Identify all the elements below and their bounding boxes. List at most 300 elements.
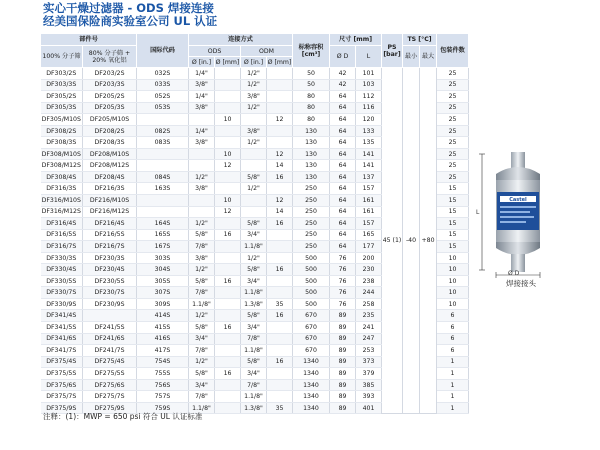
cell-ods-in: 3/8" bbox=[189, 102, 215, 114]
cell-part-80: DF241/5S bbox=[83, 322, 137, 334]
cell-part-100: DF305/2S bbox=[41, 91, 83, 103]
cell-intl-code bbox=[137, 114, 189, 126]
cell-dim-d: 89 bbox=[330, 391, 356, 403]
cell-dim-d: 64 bbox=[330, 171, 356, 183]
cell-intl-code: 304S bbox=[137, 264, 189, 276]
cell-pack-qty: 15 bbox=[437, 229, 469, 241]
cell-part-80: DF230/5S bbox=[83, 275, 137, 287]
cell-intl-code bbox=[137, 160, 189, 172]
cell-intl-code: 164S bbox=[137, 218, 189, 230]
cell-dim-d: 76 bbox=[330, 298, 356, 310]
cell-intl-code: 303S bbox=[137, 252, 189, 264]
cell-dim-d: 64 bbox=[330, 148, 356, 160]
cell-ods-mm: 12 bbox=[215, 206, 241, 218]
cell-pack-qty: 10 bbox=[437, 264, 469, 276]
cell-odm-in: 3/8" bbox=[241, 125, 267, 137]
cell-volume: 1340 bbox=[293, 402, 330, 414]
cell-ods-in: 3/8" bbox=[189, 252, 215, 264]
cell-pack-qty: 25 bbox=[437, 102, 469, 114]
cell-part-100: DF308/4S bbox=[41, 171, 83, 183]
cell-intl-code: 309S bbox=[137, 298, 189, 310]
cell-odm-mm bbox=[267, 91, 293, 103]
cell-pack-qty: 10 bbox=[437, 287, 469, 299]
cell-ods-mm bbox=[215, 137, 241, 149]
cell-ods-mm bbox=[215, 264, 241, 276]
cell-dim-l: 238 bbox=[356, 275, 382, 287]
cell-part-100: DF308/M10S bbox=[41, 148, 83, 160]
cell-part-100: DF341/5S bbox=[41, 322, 83, 334]
cell-ods-in: 7/8" bbox=[189, 241, 215, 253]
cell-ods-mm bbox=[215, 125, 241, 137]
cell-ods-in: 5/8" bbox=[189, 229, 215, 241]
cell-part-100: DF341/7S bbox=[41, 345, 83, 357]
cell-odm-in: 1/2" bbox=[241, 183, 267, 195]
cell-pack-qty: 15 bbox=[437, 206, 469, 218]
cell-dim-l: 258 bbox=[356, 298, 382, 310]
cell-volume: 1340 bbox=[293, 379, 330, 391]
cell-volume: 250 bbox=[293, 241, 330, 253]
cell-part-100: DF308/M12S bbox=[41, 160, 83, 172]
header-part-number: 部件号 bbox=[41, 34, 137, 46]
cell-pack-qty: 10 bbox=[437, 275, 469, 287]
cell-dim-l: 385 bbox=[356, 379, 382, 391]
cell-dim-d: 64 bbox=[330, 102, 356, 114]
cell-intl-code: 084S bbox=[137, 171, 189, 183]
cell-odm-mm: 16 bbox=[267, 218, 293, 230]
cell-volume: 250 bbox=[293, 218, 330, 230]
header-l: L bbox=[356, 46, 382, 68]
cell-dim-d: 64 bbox=[330, 218, 356, 230]
cell-ods-mm bbox=[215, 252, 241, 264]
cell-dim-l: 244 bbox=[356, 287, 382, 299]
cell-part-80: DF230/4S bbox=[83, 264, 137, 276]
cell-odm-mm: 16 bbox=[267, 264, 293, 276]
cell-part-100: DF375/5S bbox=[41, 368, 83, 380]
cell-volume: 50 bbox=[293, 79, 330, 91]
table-row bbox=[41, 68, 469, 80]
cell-odm-in: 5/8" bbox=[241, 310, 267, 322]
cell-intl-code: 759S bbox=[137, 402, 189, 414]
cell-odm-mm: 35 bbox=[267, 298, 293, 310]
cell-ods-mm bbox=[215, 356, 241, 368]
cell-dim-l: 165 bbox=[356, 229, 382, 241]
cell-dim-l: 135 bbox=[356, 137, 382, 149]
cell-part-100: DF341/6S bbox=[41, 333, 83, 345]
cell-volume: 670 bbox=[293, 333, 330, 345]
cell-part-80: DF216/5S bbox=[83, 229, 137, 241]
header-nominal-volume: 标称容积 [cm³] bbox=[293, 34, 330, 68]
cell-volume: 250 bbox=[293, 195, 330, 207]
cell-odm-mm bbox=[267, 137, 293, 149]
title-block bbox=[43, 2, 563, 28]
cell-intl-code: 052S bbox=[137, 91, 189, 103]
cell-dim-d: 89 bbox=[330, 402, 356, 414]
cell-dim-l: 393 bbox=[356, 391, 382, 403]
header-ts-max: 最大 bbox=[420, 46, 437, 68]
dimension-l-label: L bbox=[476, 209, 480, 216]
cell-pack-qty: 15 bbox=[437, 195, 469, 207]
cell-volume: 500 bbox=[293, 264, 330, 276]
cell-dim-l: 101 bbox=[356, 68, 382, 80]
cell-intl-code: 053S bbox=[137, 102, 189, 114]
cell-part-80: DF205/M10S bbox=[83, 114, 137, 126]
cell-ods-in bbox=[189, 114, 215, 126]
cell-intl-code: 033S bbox=[137, 79, 189, 91]
cell-ods-in: 1/2" bbox=[189, 218, 215, 230]
filter-drier-illustration bbox=[470, 150, 570, 280]
cell-odm-in: 1/2" bbox=[241, 79, 267, 91]
cell-part-80: DF241/7S bbox=[83, 345, 137, 357]
cell-intl-code: 417S bbox=[137, 345, 189, 357]
cell-part-80: DF216/3S bbox=[83, 183, 137, 195]
cell-part-80: DF230/3S bbox=[83, 252, 137, 264]
cell-part-100: DF316/3S bbox=[41, 183, 83, 195]
cell-odm-mm bbox=[267, 287, 293, 299]
cell-odm-in: 1.1/8" bbox=[241, 287, 267, 299]
cell-ods-mm bbox=[215, 402, 241, 414]
cell-dim-l: 373 bbox=[356, 356, 382, 368]
cell-volume: 500 bbox=[293, 287, 330, 299]
cell-odm-in: 5/8" bbox=[241, 356, 267, 368]
cell-volume: 500 bbox=[293, 275, 330, 287]
cell-part-80: DF275/7S bbox=[83, 391, 137, 403]
cell-part-80: DF216/M10S bbox=[83, 195, 137, 207]
cell-odm-in: 1.3/8" bbox=[241, 402, 267, 414]
cell-dim-l: 137 bbox=[356, 171, 382, 183]
cell-ods-in: 5/8" bbox=[189, 275, 215, 287]
cell-odm-in: 1.1/8" bbox=[241, 241, 267, 253]
cell-ods-in bbox=[189, 206, 215, 218]
cell-volume: 500 bbox=[293, 252, 330, 264]
cell-ods-mm: 10 bbox=[215, 114, 241, 126]
cell-ods-in: 3/8" bbox=[189, 79, 215, 91]
cell-odm-mm bbox=[267, 241, 293, 253]
cell-intl-code bbox=[137, 195, 189, 207]
cell-pack-qty: 25 bbox=[437, 114, 469, 126]
cell-pack-qty: 25 bbox=[437, 148, 469, 160]
product-caption: 焊接接头 bbox=[506, 279, 536, 288]
cell-volume: 1340 bbox=[293, 356, 330, 368]
cell-odm-in: 3/4" bbox=[241, 275, 267, 287]
cell-part-100: DF316/4S bbox=[41, 218, 83, 230]
cell-ods-in: 7/8" bbox=[189, 287, 215, 299]
header-ods-mm: Ø [mm] bbox=[215, 58, 240, 66]
cell-intl-code: 415S bbox=[137, 322, 189, 334]
cell-dim-d: 89 bbox=[330, 368, 356, 380]
cell-part-80: DF230/7S bbox=[83, 287, 137, 299]
cell-part-100: DF330/4S bbox=[41, 264, 83, 276]
cell-pack-qty: 1 bbox=[437, 379, 469, 391]
cell-odm-mm bbox=[267, 379, 293, 391]
cell-part-100: DF303/2S bbox=[41, 68, 83, 80]
cell-part-100: DF330/3S bbox=[41, 252, 83, 264]
cell-ods-mm: 16 bbox=[215, 322, 241, 334]
cell-part-80: DF275/5S bbox=[83, 368, 137, 380]
cell-part-80: DF275/4S bbox=[83, 356, 137, 368]
cell-pack-qty: 10 bbox=[437, 252, 469, 264]
cell-pack-qty: 25 bbox=[437, 68, 469, 80]
cell-ods-in: 3/8" bbox=[189, 137, 215, 149]
header-pack-qty: 包装件数 bbox=[437, 34, 469, 68]
cell-dim-l: 230 bbox=[356, 264, 382, 276]
cell-ods-in: 1/4" bbox=[189, 68, 215, 80]
cell-pack-qty: 1 bbox=[437, 391, 469, 403]
header-intl-code: 国际代码 bbox=[137, 34, 189, 68]
cell-part-100: DF303/3S bbox=[41, 79, 83, 91]
cell-part-80: DF216/4S bbox=[83, 218, 137, 230]
cell-ods-in: 1.1/8" bbox=[189, 402, 215, 414]
cell-volume: 670 bbox=[293, 322, 330, 334]
cell-intl-code: 757S bbox=[137, 391, 189, 403]
cell-ods-mm: 16 bbox=[215, 275, 241, 287]
cell-intl-code bbox=[137, 206, 189, 218]
cell-part-80: DF216/M12S bbox=[83, 206, 137, 218]
cell-volume: 250 bbox=[293, 229, 330, 241]
cell-intl-code: 305S bbox=[137, 275, 189, 287]
cell-part-100: DF308/2S bbox=[41, 125, 83, 137]
cell-dim-l: 401 bbox=[356, 402, 382, 414]
cell-part-80: DF208/M10S bbox=[83, 148, 137, 160]
cell-intl-code: 755S bbox=[137, 368, 189, 380]
cell-ts-max: +80 bbox=[420, 68, 437, 414]
dimension-d-label: Ø D bbox=[508, 270, 520, 277]
cell-dim-l: 241 bbox=[356, 322, 382, 334]
cell-intl-code: 416S bbox=[137, 333, 189, 345]
header-ods: ODS bbox=[189, 46, 241, 57]
cell-part-80: DF241/6S bbox=[83, 333, 137, 345]
cell-pack-qty: 15 bbox=[437, 218, 469, 230]
cell-ts-min: -40 bbox=[403, 68, 420, 414]
cell-dim-d: 89 bbox=[330, 345, 356, 357]
cell-part-100: DF305/3S bbox=[41, 102, 83, 114]
cell-dim-d: 89 bbox=[330, 333, 356, 345]
cell-intl-code: 414S bbox=[137, 310, 189, 322]
cell-volume: 670 bbox=[293, 310, 330, 322]
cell-ods-in: 1/2" bbox=[189, 264, 215, 276]
cell-dim-d: 64 bbox=[330, 229, 356, 241]
cell-odm-mm: 16 bbox=[267, 310, 293, 322]
cell-odm-in: 3/4" bbox=[241, 368, 267, 380]
header-ps: PS [bar] bbox=[382, 34, 403, 68]
cell-dim-d: 76 bbox=[330, 264, 356, 276]
cell-pack-qty: 10 bbox=[437, 298, 469, 310]
cell-volume: 130 bbox=[293, 137, 330, 149]
cell-dim-d: 42 bbox=[330, 79, 356, 91]
cell-volume: 500 bbox=[293, 298, 330, 310]
cell-ps: 45 (1) bbox=[382, 68, 403, 414]
cell-volume: 250 bbox=[293, 206, 330, 218]
cell-ods-mm bbox=[215, 91, 241, 103]
cell-odm-in: 5/8" bbox=[241, 171, 267, 183]
cell-ods-mm bbox=[215, 391, 241, 403]
cell-odm-mm bbox=[267, 368, 293, 380]
cell-odm-in bbox=[241, 206, 267, 218]
cell-odm-mm bbox=[267, 345, 293, 357]
cell-dim-l: 133 bbox=[356, 125, 382, 137]
header-ods-in: Ø [in.] bbox=[189, 57, 215, 68]
cell-volume: 130 bbox=[293, 160, 330, 172]
cell-volume: 80 bbox=[293, 102, 330, 114]
cell-part-80: DF275/9S bbox=[83, 402, 137, 414]
cell-dim-d: 64 bbox=[330, 91, 356, 103]
cell-odm-in bbox=[241, 160, 267, 172]
cell-part-100: DF375/9S bbox=[41, 402, 83, 414]
cell-odm-in: 5/8" bbox=[241, 264, 267, 276]
cell-part-100: DF305/M10S bbox=[41, 114, 83, 126]
cell-odm-mm: 16 bbox=[267, 356, 293, 368]
cell-dim-l: 379 bbox=[356, 368, 382, 380]
cell-ods-in: 1/2" bbox=[189, 310, 215, 322]
cell-odm-mm bbox=[267, 183, 293, 195]
cell-ods-mm bbox=[215, 241, 241, 253]
cell-ods-in: 5/8" bbox=[189, 368, 215, 380]
header-phi-d: Ø D bbox=[330, 46, 356, 68]
cell-ods-mm bbox=[215, 102, 241, 114]
cell-dim-d: 76 bbox=[330, 275, 356, 287]
cell-dim-d: 89 bbox=[330, 379, 356, 391]
cell-intl-code: 083S bbox=[137, 137, 189, 149]
cell-dim-d: 89 bbox=[330, 356, 356, 368]
cell-intl-code: 754S bbox=[137, 356, 189, 368]
cell-ods-mm: 12 bbox=[215, 160, 241, 172]
cell-part-100: DF330/7S bbox=[41, 287, 83, 299]
cell-pack-qty: 25 bbox=[437, 171, 469, 183]
cell-ods-mm: 10 bbox=[215, 148, 241, 160]
cell-dim-l: 235 bbox=[356, 310, 382, 322]
cell-dim-l: 103 bbox=[356, 79, 382, 91]
cell-part-80: DF203/3S bbox=[83, 79, 137, 91]
cell-dim-l: 253 bbox=[356, 345, 382, 357]
cell-part-80: DF208/2S bbox=[83, 125, 137, 137]
cell-pack-qty: 6 bbox=[437, 333, 469, 345]
cell-part-100: DF341/4S bbox=[41, 310, 83, 322]
cell-odm-in: 3/4" bbox=[241, 322, 267, 334]
cell-pack-qty: 1 bbox=[437, 356, 469, 368]
cell-odm-in: 1.3/8" bbox=[241, 298, 267, 310]
cell-ods-mm bbox=[215, 68, 241, 80]
cell-part-80: DF208/M12S bbox=[83, 160, 137, 172]
cell-volume: 670 bbox=[293, 345, 330, 357]
cell-odm-in bbox=[241, 148, 267, 160]
cell-ods-mm bbox=[215, 183, 241, 195]
cell-dim-d: 42 bbox=[330, 68, 356, 80]
cell-intl-code: 163S bbox=[137, 183, 189, 195]
cell-odm-in: 1/2" bbox=[241, 137, 267, 149]
cell-odm-mm bbox=[267, 252, 293, 264]
cell-odm-mm: 12 bbox=[267, 195, 293, 207]
cell-dim-l: 120 bbox=[356, 114, 382, 126]
cell-part-100: DF375/6S bbox=[41, 379, 83, 391]
cell-volume: 130 bbox=[293, 148, 330, 160]
cell-dim-l: 157 bbox=[356, 183, 382, 195]
cell-part-100: DF316/M10S bbox=[41, 195, 83, 207]
cell-odm-in: 1/2" bbox=[241, 102, 267, 114]
header-dimensions: 尺寸 [mm] bbox=[330, 34, 382, 46]
cell-volume: 250 bbox=[293, 183, 330, 195]
cell-odm-in: 1.1/8" bbox=[241, 345, 267, 357]
cell-intl-code: 165S bbox=[137, 229, 189, 241]
cell-part-100: DF308/3S bbox=[41, 137, 83, 149]
cell-ods-mm bbox=[215, 218, 241, 230]
cell-dim-l: 161 bbox=[356, 206, 382, 218]
cell-part-80: DF205/3S bbox=[83, 102, 137, 114]
header-100-percent: 100% 分子筛 bbox=[41, 46, 83, 68]
cell-part-100: DF375/7S bbox=[41, 391, 83, 403]
cell-odm-in: 7/8" bbox=[241, 333, 267, 345]
cell-ods-in: 1.1/8" bbox=[189, 298, 215, 310]
cell-dim-l: 112 bbox=[356, 91, 382, 103]
cell-volume: 50 bbox=[293, 68, 330, 80]
cell-odm-in bbox=[241, 114, 267, 126]
cell-odm-mm bbox=[267, 102, 293, 114]
cell-dim-d: 64 bbox=[330, 137, 356, 149]
cell-odm-mm bbox=[267, 125, 293, 137]
cell-dim-l: 200 bbox=[356, 252, 382, 264]
cell-ods-in: 7/8" bbox=[189, 345, 215, 357]
title-line-1: 实心干燥过滤器 - ODS 焊接连接 bbox=[43, 1, 214, 15]
cell-ods-mm bbox=[215, 379, 241, 391]
cell-dim-d: 64 bbox=[330, 125, 356, 137]
cell-ods-mm bbox=[215, 298, 241, 310]
cell-odm-mm bbox=[267, 229, 293, 241]
title-line-2: 经美国保险商实验室公司 UL 认证 bbox=[43, 14, 218, 28]
cell-ods-in: 1/4" bbox=[189, 125, 215, 137]
cell-odm-mm: 14 bbox=[267, 206, 293, 218]
header-odm-mm: Ø [mm] bbox=[267, 58, 292, 66]
cell-dim-d: 64 bbox=[330, 114, 356, 126]
cell-ods-mm bbox=[215, 287, 241, 299]
cell-odm-mm: 16 bbox=[267, 171, 293, 183]
cell-part-100: DF375/4S bbox=[41, 356, 83, 368]
cell-dim-l: 247 bbox=[356, 333, 382, 345]
cell-part-100: DF316/M12S bbox=[41, 206, 83, 218]
cell-pack-qty: 1 bbox=[437, 368, 469, 380]
cell-pack-qty: 25 bbox=[437, 91, 469, 103]
cell-part-80 bbox=[83, 310, 137, 322]
header-odm-in: Ø [in.] bbox=[241, 57, 267, 68]
cell-odm-in: 3/8" bbox=[241, 91, 267, 103]
cell-ods-mm bbox=[215, 171, 241, 183]
cell-part-80: DF216/7S bbox=[83, 241, 137, 253]
cell-dim-d: 64 bbox=[330, 195, 356, 207]
cell-dim-l: 141 bbox=[356, 160, 382, 172]
cell-ods-mm bbox=[215, 79, 241, 91]
cell-odm-in: 1/2" bbox=[241, 252, 267, 264]
footnote: 注释：(1)：MWP = 650 psi 符合 UL 认证标准 bbox=[43, 412, 203, 421]
cell-ods-in: 1/4" bbox=[189, 91, 215, 103]
cell-ods-in: 1/2" bbox=[189, 356, 215, 368]
cell-ods-mm bbox=[215, 345, 241, 357]
cell-pack-qty: 6 bbox=[437, 345, 469, 357]
cell-dim-l: 157 bbox=[356, 218, 382, 230]
cell-intl-code bbox=[137, 148, 189, 160]
cell-odm-in: 7/8" bbox=[241, 379, 267, 391]
cell-ods-in: 7/8" bbox=[189, 391, 215, 403]
cell-part-80: DF203/2S bbox=[83, 68, 137, 80]
cell-dim-l: 161 bbox=[356, 195, 382, 207]
cell-ods-in: 5/8" bbox=[189, 322, 215, 334]
cell-dim-d: 64 bbox=[330, 183, 356, 195]
cell-odm-in: 5/8" bbox=[241, 218, 267, 230]
cell-part-80: DF208/4S bbox=[83, 171, 137, 183]
cell-ods-in: 3/4" bbox=[189, 379, 215, 391]
cell-odm-mm bbox=[267, 333, 293, 345]
header-connection: 连接方式 bbox=[189, 34, 293, 46]
cell-odm-mm: 14 bbox=[267, 160, 293, 172]
cell-dim-d: 89 bbox=[330, 322, 356, 334]
cell-intl-code: 032S bbox=[137, 68, 189, 80]
cell-odm-mm bbox=[267, 68, 293, 80]
